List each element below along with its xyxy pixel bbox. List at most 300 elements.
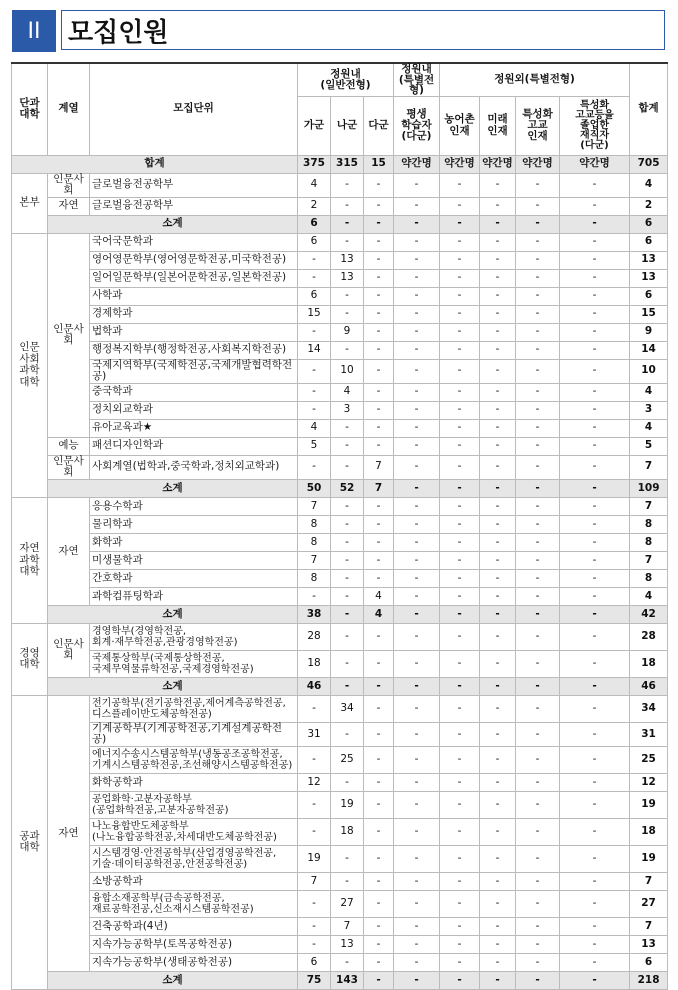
cell-future: - xyxy=(480,722,516,746)
cell-specialized: - xyxy=(516,872,560,890)
cell-specialized: - xyxy=(516,533,560,551)
cell-na: - xyxy=(331,455,364,479)
col-header-field: 계열 xyxy=(48,63,90,155)
subtotal-lifelong: - xyxy=(394,605,440,623)
cell-na: - xyxy=(331,233,364,251)
cell-sum: 19 xyxy=(630,845,668,872)
cell-da: - xyxy=(364,695,394,722)
subtotal-row xyxy=(12,605,668,623)
subtotal-employed: - xyxy=(560,215,630,233)
cell-future: - xyxy=(480,269,516,287)
unit-name: 에너지수송시스템공학부(냉동공조공학전공, 기계시스템공학전공,조선해양시스템공학전공) xyxy=(90,746,298,773)
table-row xyxy=(12,773,668,791)
subtotal-specialized: - xyxy=(516,971,560,989)
table-row xyxy=(12,419,668,437)
cell-da: - xyxy=(364,953,394,971)
cell-na: - xyxy=(331,872,364,890)
cell-da: - xyxy=(364,722,394,746)
cell-future: - xyxy=(480,287,516,305)
cell-ga: - xyxy=(298,917,331,935)
cell-specialized: - xyxy=(516,437,560,455)
subtotal-label: 소계 xyxy=(48,971,298,989)
cell-lifelong: - xyxy=(394,695,440,722)
cell-employed: - xyxy=(560,515,630,533)
unit-name: 소방공학과 xyxy=(90,872,298,890)
cell-na: 27 xyxy=(331,890,364,917)
cell-specialized: - xyxy=(516,845,560,872)
cell-rural: - xyxy=(440,722,480,746)
subtotal-future: - xyxy=(480,971,516,989)
cell-lifelong: - xyxy=(394,497,440,515)
cell-sum: 4 xyxy=(630,587,668,605)
cell-rural: - xyxy=(440,890,480,917)
table-row xyxy=(12,173,668,197)
cell-sum: 25 xyxy=(630,746,668,773)
admission-quota-table xyxy=(11,62,668,990)
cell-sum: 7 xyxy=(630,497,668,515)
cell-da: - xyxy=(364,251,394,269)
cell-rural: - xyxy=(440,650,480,677)
cell-employed: - xyxy=(560,935,630,953)
subtotal-da: - xyxy=(364,971,394,989)
cell-na: - xyxy=(331,587,364,605)
cell-na: - xyxy=(331,341,364,359)
table-row xyxy=(12,917,668,935)
subtotal-specialized: - xyxy=(516,605,560,623)
cell-da: - xyxy=(364,935,394,953)
cell-sum: 6 xyxy=(630,953,668,971)
table-row xyxy=(12,197,668,215)
cell-da: - xyxy=(364,497,394,515)
cell-rural: - xyxy=(440,695,480,722)
unit-name: 경제학과 xyxy=(90,305,298,323)
cell-na: - xyxy=(331,533,364,551)
cell-lifelong: - xyxy=(394,341,440,359)
cell-na: 9 xyxy=(331,323,364,341)
cell-lifelong: - xyxy=(394,872,440,890)
cell-sum: 18 xyxy=(630,650,668,677)
cell-sum: 10 xyxy=(630,359,668,383)
cell-sum: 34 xyxy=(630,695,668,722)
cell-future: - xyxy=(480,917,516,935)
subtotal-future: - xyxy=(480,677,516,695)
cell-na: - xyxy=(331,497,364,515)
cell-employed: - xyxy=(560,419,630,437)
cell-future: - xyxy=(480,773,516,791)
cell-sum: 27 xyxy=(630,890,668,917)
cell-specialized: - xyxy=(516,323,560,341)
cell-lifelong: - xyxy=(394,791,440,818)
cell-future: - xyxy=(480,401,516,419)
cell-lifelong: - xyxy=(394,323,440,341)
cell-employed: - xyxy=(560,497,630,515)
col-group-special-in: 정원내 (특별전형) xyxy=(394,63,440,96)
cell-rural: - xyxy=(440,917,480,935)
cell-employed: - xyxy=(560,695,630,722)
subtotal-sum: 46 xyxy=(630,677,668,695)
unit-name: 화학공학과 xyxy=(90,773,298,791)
unit-name: 건축공학과(4년) xyxy=(90,917,298,935)
unit-name: 간호학과 xyxy=(90,569,298,587)
table-row xyxy=(12,722,668,746)
table-row xyxy=(12,623,668,650)
col-header-future: 미래 인재 xyxy=(480,96,516,155)
table-row xyxy=(12,935,668,953)
cell-da: - xyxy=(364,359,394,383)
cell-lifelong: - xyxy=(394,773,440,791)
cell-sum: 4 xyxy=(630,383,668,401)
cell-future: - xyxy=(480,323,516,341)
grand-total-ga: 375 xyxy=(298,155,331,173)
cell-ga: 8 xyxy=(298,533,331,551)
subtotal-na: - xyxy=(331,605,364,623)
cell-na: 13 xyxy=(331,251,364,269)
cell-ga: 12 xyxy=(298,773,331,791)
cell-future: - xyxy=(480,695,516,722)
cell-na: 13 xyxy=(331,935,364,953)
col-header-college: 단과 대학 xyxy=(12,63,48,155)
table-row xyxy=(12,497,668,515)
cell-lifelong: - xyxy=(394,935,440,953)
unit-name: 정치외교학과 xyxy=(90,401,298,419)
cell-specialized: - xyxy=(516,623,560,650)
cell-specialized: - xyxy=(516,359,560,383)
cell-future: - xyxy=(480,437,516,455)
cell-employed: - xyxy=(560,791,630,818)
subtotal-ga: 50 xyxy=(298,479,331,497)
subtotal-na: 143 xyxy=(331,971,364,989)
cell-employed: - xyxy=(560,917,630,935)
cell-employed: - xyxy=(560,845,630,872)
cell-specialized: - xyxy=(516,455,560,479)
cell-da: - xyxy=(364,551,394,569)
cell-future: - xyxy=(480,383,516,401)
field-cell: 인문사회 xyxy=(48,455,90,479)
table-row xyxy=(12,323,668,341)
section-title: 모집인원 xyxy=(61,10,665,50)
cell-lifelong: - xyxy=(394,419,440,437)
table-row xyxy=(12,569,668,587)
col-header-employed: 특성화 고교등을 졸업한 재직자 (다군) xyxy=(560,96,630,155)
cell-lifelong: - xyxy=(394,533,440,551)
cell-specialized: - xyxy=(516,383,560,401)
table-row xyxy=(12,401,668,419)
subtotal-rural: - xyxy=(440,605,480,623)
cell-rural: - xyxy=(440,872,480,890)
cell-da: - xyxy=(364,791,394,818)
cell-rural: - xyxy=(440,455,480,479)
cell-rural: - xyxy=(440,287,480,305)
table-row xyxy=(12,551,668,569)
cell-employed: - xyxy=(560,890,630,917)
cell-na: - xyxy=(331,551,364,569)
cell-sum: 5 xyxy=(630,437,668,455)
cell-sum: 8 xyxy=(630,515,668,533)
subtotal-employed: - xyxy=(560,479,630,497)
grand-total-specialized: 약간명 xyxy=(516,155,560,173)
cell-ga: - xyxy=(298,323,331,341)
cell-specialized: - xyxy=(516,791,560,818)
cell-na: - xyxy=(331,845,364,872)
subtotal-na: - xyxy=(331,677,364,695)
subtotal-label: 소계 xyxy=(48,215,298,233)
cell-ga: 6 xyxy=(298,233,331,251)
cell-specialized: - xyxy=(516,401,560,419)
cell-lifelong: - xyxy=(394,305,440,323)
cell-sum: 28 xyxy=(630,623,668,650)
cell-da: - xyxy=(364,401,394,419)
cell-da: - xyxy=(364,383,394,401)
cell-da: - xyxy=(364,623,394,650)
table-row xyxy=(12,341,668,359)
table-header xyxy=(12,63,668,155)
field-cell: 인문사회 xyxy=(48,623,90,677)
subtotal-label: 소계 xyxy=(48,677,298,695)
cell-future: - xyxy=(480,569,516,587)
cell-da: - xyxy=(364,437,394,455)
subtotal-row xyxy=(12,677,668,695)
cell-ga: - xyxy=(298,791,331,818)
cell-future: - xyxy=(480,341,516,359)
cell-lifelong: - xyxy=(394,455,440,479)
table-row xyxy=(12,383,668,401)
cell-specialized: - xyxy=(516,515,560,533)
unit-name: 패션디자인학과 xyxy=(90,437,298,455)
subtotal-label: 소계 xyxy=(48,479,298,497)
cell-sum: 8 xyxy=(630,569,668,587)
cell-sum: 6 xyxy=(630,287,668,305)
cell-future: - xyxy=(480,197,516,215)
cell-na: 7 xyxy=(331,917,364,935)
subtotal-ga: 46 xyxy=(298,677,331,695)
cell-specialized: - xyxy=(516,497,560,515)
cell-employed: - xyxy=(560,437,630,455)
cell-specialized: - xyxy=(516,251,560,269)
cell-rural: - xyxy=(440,515,480,533)
cell-specialized: - xyxy=(516,935,560,953)
table-row xyxy=(12,845,668,872)
cell-specialized: - xyxy=(516,341,560,359)
table-row xyxy=(12,650,668,677)
cell-employed: - xyxy=(560,251,630,269)
cell-rural: - xyxy=(440,233,480,251)
cell-rural: - xyxy=(440,773,480,791)
cell-na: - xyxy=(331,569,364,587)
unit-name: 공업화학·고분자공학부 (공업화학전공,고분자공학전공) xyxy=(90,791,298,818)
cell-rural: - xyxy=(440,197,480,215)
college-cell: 자연 과학 대학 xyxy=(12,497,48,623)
unit-name: 글로벌융전공학부 xyxy=(90,197,298,215)
cell-employed: - xyxy=(560,401,630,419)
cell-na: - xyxy=(331,419,364,437)
cell-employed: - xyxy=(560,773,630,791)
cell-employed: - xyxy=(560,305,630,323)
cell-ga: 19 xyxy=(298,845,331,872)
cell-future: - xyxy=(480,650,516,677)
unit-name: 중국학과 xyxy=(90,383,298,401)
cell-sum: 4 xyxy=(630,419,668,437)
section-header xyxy=(12,10,666,52)
cell-ga: 7 xyxy=(298,497,331,515)
table-row xyxy=(12,953,668,971)
cell-employed: - xyxy=(560,383,630,401)
subtotal-employed: - xyxy=(560,677,630,695)
cell-lifelong: - xyxy=(394,359,440,383)
cell-sum: 7 xyxy=(630,455,668,479)
cell-future: - xyxy=(480,305,516,323)
col-header-ga: 가군 xyxy=(298,96,331,155)
unit-name: 기계공학부(기계공학전공,기계설계공학전공) xyxy=(90,722,298,746)
cell-rural: - xyxy=(440,305,480,323)
unit-name: 일어일문학부(일본어문학전공,일본학전공) xyxy=(90,269,298,287)
cell-rural: - xyxy=(440,845,480,872)
cell-da: - xyxy=(364,515,394,533)
col-header-sum: 합계 xyxy=(630,63,668,155)
cell-ga: 4 xyxy=(298,419,331,437)
cell-ga: 7 xyxy=(298,551,331,569)
cell-specialized: - xyxy=(516,197,560,215)
unit-name: 국어국문학과 xyxy=(90,233,298,251)
cell-da: - xyxy=(364,872,394,890)
cell-na: - xyxy=(331,437,364,455)
cell-lifelong: - xyxy=(394,587,440,605)
subtotal-specialized: - xyxy=(516,479,560,497)
cell-ga: 8 xyxy=(298,569,331,587)
cell-rural: - xyxy=(440,953,480,971)
cell-da: 4 xyxy=(364,587,394,605)
cell-sum: 4 xyxy=(630,173,668,197)
cell-rural: - xyxy=(440,935,480,953)
cell-lifelong: - xyxy=(394,818,440,845)
grand-total-na: 315 xyxy=(331,155,364,173)
cell-specialized: - xyxy=(516,890,560,917)
college-cell: 경영 대학 xyxy=(12,623,48,695)
table-row xyxy=(12,791,668,818)
unit-name: 유아교육과★ xyxy=(90,419,298,437)
table-row xyxy=(12,746,668,773)
cell-employed: - xyxy=(560,533,630,551)
table-row xyxy=(12,269,668,287)
cell-sum: 13 xyxy=(630,935,668,953)
cell-lifelong: - xyxy=(394,845,440,872)
table-row xyxy=(12,587,668,605)
cell-rural: - xyxy=(440,569,480,587)
cell-da: - xyxy=(364,917,394,935)
unit-name: 사회계열(법학과,중국학과,정치외교학과) xyxy=(90,455,298,479)
cell-na: 3 xyxy=(331,401,364,419)
subtotal-sum: 109 xyxy=(630,479,668,497)
cell-employed: - xyxy=(560,233,630,251)
cell-ga: 5 xyxy=(298,437,331,455)
unit-name: 행정복지학부(행정학전공,사회복지학전공) xyxy=(90,341,298,359)
cell-rural: - xyxy=(440,497,480,515)
subtotal-employed: - xyxy=(560,605,630,623)
subtotal-lifelong: - xyxy=(394,215,440,233)
cell-na: - xyxy=(331,173,364,197)
cell-da: - xyxy=(364,818,394,845)
cell-rural: - xyxy=(440,818,480,845)
cell-lifelong: - xyxy=(394,890,440,917)
table-row xyxy=(12,437,668,455)
field-cell: 인문사회 xyxy=(48,233,90,437)
cell-na: 10 xyxy=(331,359,364,383)
cell-specialized: - xyxy=(516,746,560,773)
table-row xyxy=(12,533,668,551)
cell-employed: - xyxy=(560,818,630,845)
cell-lifelong: - xyxy=(394,551,440,569)
cell-rural: - xyxy=(440,323,480,341)
college-cell: 본부 xyxy=(12,173,48,233)
table-row xyxy=(12,818,668,845)
cell-rural: - xyxy=(440,419,480,437)
cell-da: - xyxy=(364,197,394,215)
cell-future: - xyxy=(480,251,516,269)
grand-total-label: 합계 xyxy=(12,155,298,173)
table-row xyxy=(12,890,668,917)
cell-rural: - xyxy=(440,623,480,650)
cell-na: 34 xyxy=(331,695,364,722)
table-row xyxy=(12,695,668,722)
cell-future: - xyxy=(480,551,516,569)
subtotal-lifelong: - xyxy=(394,677,440,695)
cell-ga: 15 xyxy=(298,305,331,323)
cell-ga: - xyxy=(298,695,331,722)
cell-da: - xyxy=(364,287,394,305)
unit-name: 과학컴퓨팅학과 xyxy=(90,587,298,605)
field-cell: 자연 xyxy=(48,497,90,605)
cell-na: 13 xyxy=(331,269,364,287)
subtotal-future: - xyxy=(480,479,516,497)
subtotal-employed: - xyxy=(560,971,630,989)
table-row xyxy=(12,251,668,269)
cell-rural: - xyxy=(440,533,480,551)
cell-lifelong: - xyxy=(394,251,440,269)
cell-sum: 2 xyxy=(630,197,668,215)
subtotal-da: 7 xyxy=(364,479,394,497)
cell-specialized: - xyxy=(516,419,560,437)
subtotal-ga: 75 xyxy=(298,971,331,989)
unit-name: 전기공학부(전기공학전공,제어계측공학전공, 디스플레이반도체공학전공) xyxy=(90,695,298,722)
cell-employed: - xyxy=(560,359,630,383)
cell-ga: - xyxy=(298,455,331,479)
cell-sum: 8 xyxy=(630,533,668,551)
cell-sum: 18 xyxy=(630,818,668,845)
cell-na: 18 xyxy=(331,818,364,845)
unit-name: 법학과 xyxy=(90,323,298,341)
field-cell: 인문사회 xyxy=(48,173,90,197)
grand-total-employed: 약간명 xyxy=(560,155,630,173)
subtotal-rural: - xyxy=(440,479,480,497)
cell-ga: - xyxy=(298,890,331,917)
col-header-rural: 농어촌 인재 xyxy=(440,96,480,155)
unit-name: 글로벌융전공학부 xyxy=(90,173,298,197)
cell-future: - xyxy=(480,872,516,890)
cell-ga: - xyxy=(298,359,331,383)
cell-ga: - xyxy=(298,935,331,953)
cell-rural: - xyxy=(440,587,480,605)
cell-future: - xyxy=(480,623,516,650)
table-row xyxy=(12,305,668,323)
subtotal-row xyxy=(12,479,668,497)
subtotal-row xyxy=(12,215,668,233)
cell-ga: 4 xyxy=(298,173,331,197)
cell-future: - xyxy=(480,935,516,953)
col-header-da: 다군 xyxy=(364,96,394,155)
cell-ga: 31 xyxy=(298,722,331,746)
cell-ga: - xyxy=(298,746,331,773)
cell-specialized: - xyxy=(516,818,560,845)
cell-employed: - xyxy=(560,323,630,341)
